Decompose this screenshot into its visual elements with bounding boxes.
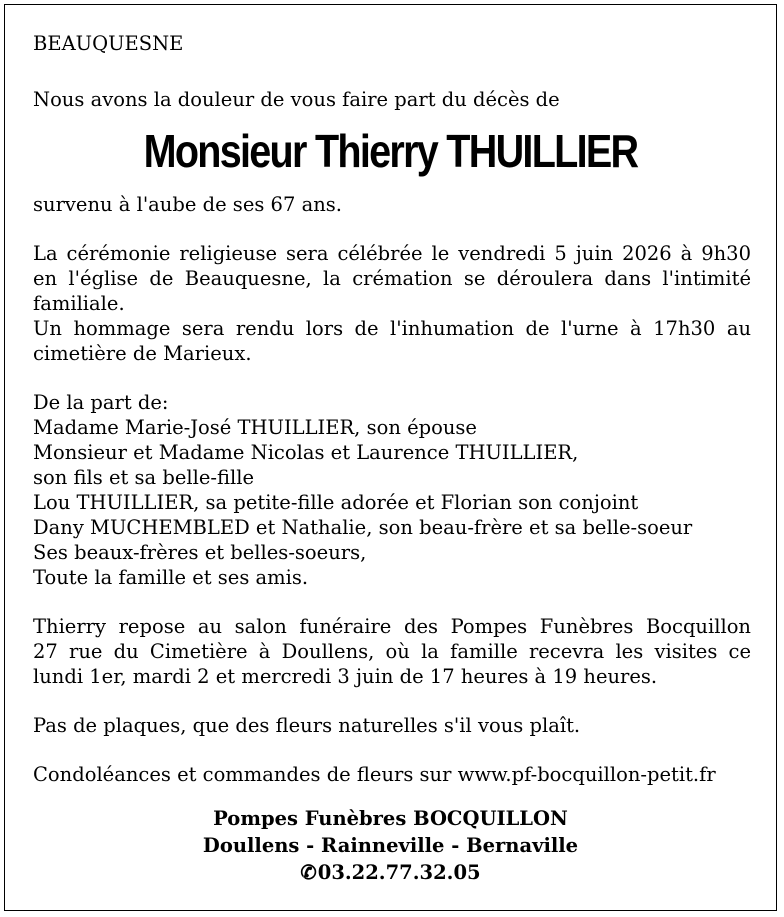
flowers-line: Pas de plaques, que des fleurs naturelles s'il vous plaît.	[33, 714, 581, 737]
family-line: Lou THUILLIER, sa petite-fille adorée et Florian son conjoint	[33, 491, 639, 514]
town-heading: BEAUQUESNE	[33, 32, 184, 55]
from-heading: De la part de:	[33, 391, 169, 414]
tribute-line: Un hommage sera rendu lors de l'inhumation de l'urne à 17h30 au	[33, 317, 751, 340]
family-line: Dany MUCHEMBLED et Nathalie, son beau-frère et sa belle-soeur	[33, 516, 693, 539]
ceremony-line: familiale.	[33, 292, 125, 315]
condolences-line: Condoléances et commandes de fleurs sur www.pf-bocquillon-petit.fr	[33, 763, 716, 786]
company-locations: Doullens - Rainneville - Bernaville	[202, 834, 579, 857]
age-line: survenu à l'aube de ses 67 ans.	[33, 193, 342, 216]
family-line: son fils et sa belle-fille	[33, 466, 255, 489]
ceremony-line: en l'église de Beauquesne, la crémation se déroulera dans l'intimité	[33, 267, 751, 290]
deceased-name: Monsieur Thierry THUILLIER	[143, 125, 638, 177]
company-name: Pompes Funèbres BOCQUILLON	[213, 807, 568, 830]
tribute-line: cimetière de Marieux.	[33, 342, 252, 365]
family-line: Ses beaux-frères et belles-soeurs,	[33, 541, 367, 564]
obituary-notice	[4, 4, 777, 911]
visit-line: lundi 1er, mardi 2 et mercredi 3 juin de 17 heures à 19 heures.	[33, 665, 658, 688]
ceremony-line: La cérémonie religieuse sera célébrée le vendredi 5 juin 2026 à 9h30	[33, 242, 751, 265]
company-phone-line	[5, 860, 776, 886]
family-line: Madame Marie-José THUILLIER, son épouse	[33, 416, 477, 439]
family-line: Monsieur et Madame Nicolas et Laurence THUILLIER,	[33, 441, 579, 464]
visit-line: 27 rue du Cimetière à Doullens, où la famille recevra les visites ce	[33, 640, 751, 663]
phone-icon: ✆	[300, 861, 317, 884]
intro-text: Nous avons la douleur de vous faire part du décès de	[33, 88, 560, 111]
company-phone: 03.22.77.32.05	[317, 861, 481, 884]
family-line: Toute la famille et ses amis.	[33, 566, 309, 589]
visit-line: Thierry repose au salon funéraire des Pompes Funèbres Bocquillon	[33, 615, 751, 638]
